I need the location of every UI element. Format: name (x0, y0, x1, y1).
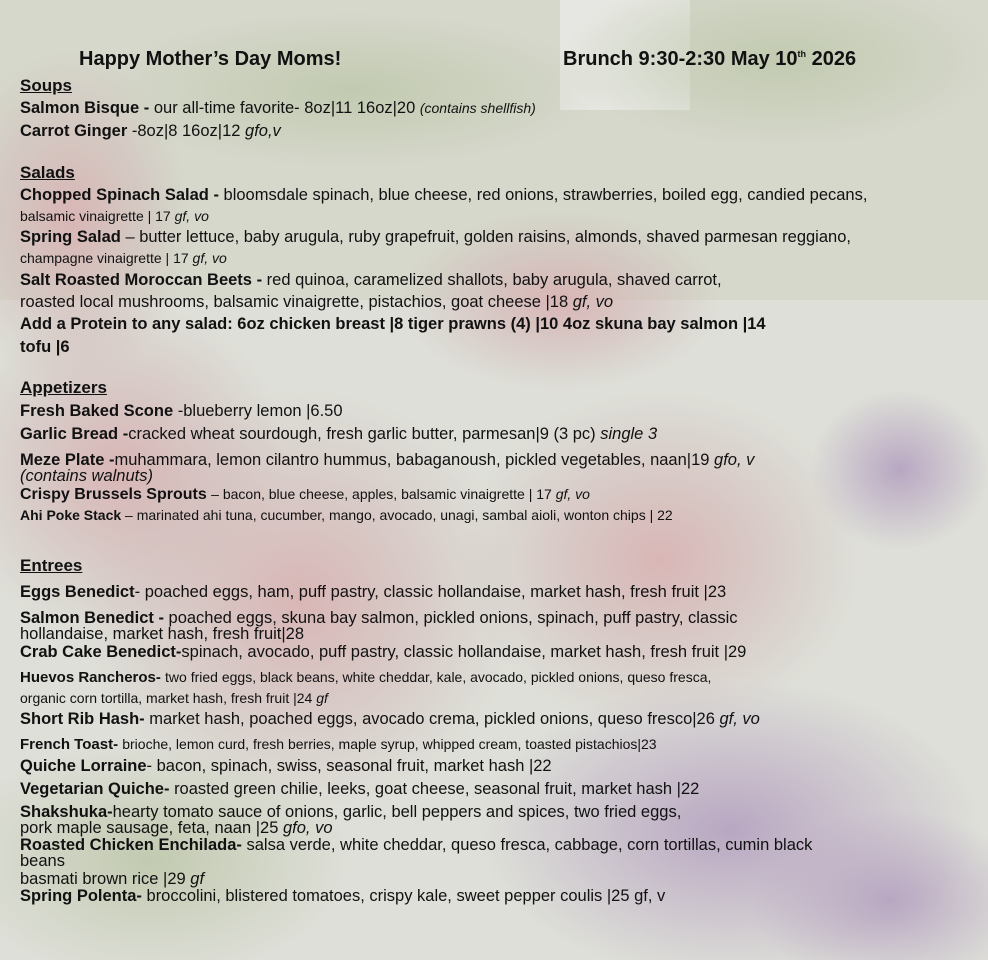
menu-item: Chopped Spinach Salad - bloomsdale spinach, blue cheese, red onions, strawberries, boiled egg, candied pecans, (20, 186, 868, 204)
protein-addon-cont: tofu |6 (20, 338, 70, 356)
section-heading-soups: Soups (20, 76, 72, 95)
menu-title: Happy Mother’s Day Moms! (79, 48, 342, 70)
menu-item: Shakshuka-hearty tomato sauce of onions, garlic, bell peppers and spices, two fried eggs, (20, 803, 682, 821)
menu-item: Roasted Chicken Enchilada- salsa verde, white cheddar, queso fresca, cabbage, corn tortillas, cumin black (20, 836, 813, 854)
menu-item: Salmon Bisque - our all-time favorite- 8oz|11 16oz|20 (contains shellfish) (20, 99, 536, 117)
menu-item: Quiche Lorraine- bacon, spinach, swiss, seasonal fruit, market hash |22 (20, 757, 552, 775)
menu-item-cont: beans (20, 852, 65, 870)
menu-item: Salt Roasted Moroccan Beets - red quinoa, caramelized shallots, baby arugula, shaved carrot, (20, 271, 722, 289)
brunch-hours: Brunch 9:30-2:30 May 10th 2026 (563, 48, 857, 70)
menu-item: Crab Cake Benedict-spinach, avocado, puff pastry, classic hollandaise, market hash, fresh fruit |29 (20, 643, 747, 661)
menu-item-cont: pork maple sausage, feta, naan |25 gfo, vo (20, 819, 333, 837)
section-heading-appetizers: Appetizers (20, 378, 107, 397)
menu-item: Short Rib Hash- market hash, poached eggs, avocado crema, pickled onions, queso fresco|26 gf, vo (20, 710, 760, 728)
menu-item: Garlic Bread -cracked wheat sourdough, fresh garlic butter, parmesan|9 (3 pc) single 3 (20, 425, 658, 443)
menu-item-cont: hollandaise, market hash, fresh fruit|28 (20, 625, 305, 643)
menu-item-cont: organic corn tortilla, market hash, fresh fruit |24 gf (20, 690, 328, 706)
menu-item: Ahi Poke Stack – marinated ahi tuna, cucumber, mango, avocado, unagi, sambal aioli, wonton chips | 22 (20, 507, 673, 523)
protein-addon: Add a Protein to any salad: 6oz chicken breast |8 tiger prawns (4) |10 4oz skuna bay salmon |14 (20, 315, 766, 333)
menu-item: French Toast- brioche, lemon curd, fresh berries, maple syrup, whipped cream, toasted pistachios|23 (20, 736, 657, 753)
menu-item: Spring Polenta- broccolini, blistered tomatoes, crispy kale, sweet pepper coulis |25 gf, v (20, 887, 666, 905)
menu-item-cont: champagne vinaigrette | 17 gf, vo (20, 250, 227, 266)
menu-item: Huevos Rancheros- two fried eggs, black beans, white cheddar, kale, avocado, pickled onions, queso fresca, (20, 669, 712, 686)
menu-item-cont: (contains walnuts) (20, 467, 153, 485)
menu-item: Eggs Benedict- poached eggs, ham, puff pastry, classic hollandaise, market hash, fresh fruit |23 (20, 583, 727, 601)
menu-item: Vegetarian Quiche- roasted green chilie, leeks, goat cheese, seasonal fruit, market hash |22 (20, 780, 700, 798)
menu-item: Spring Salad – butter lettuce, baby arugula, ruby grapefruit, golden raisins, almonds, shaved parmesan reggiano, (20, 228, 851, 246)
menu-item: Carrot Ginger -8oz|8 16oz|12 gfo,v (20, 122, 281, 140)
menu-item-cont: roasted local mushrooms, balsamic vinaigrette, pistachios, goat cheese |18 gf, vo (20, 293, 614, 311)
menu-item: Meze Plate -muhammara, lemon cilantro hummus, babaganoush, pickled vegetables, naan|19 gfo, v (20, 451, 755, 469)
menu-item: Crispy Brussels Sprouts – bacon, blue cheese, apples, balsamic vinaigrette | 17 gf, vo (20, 486, 590, 503)
menu-item-cont: balsamic vinaigrette | 17 gf, vo (20, 208, 209, 224)
menu-item: Fresh Baked Scone -blueberry lemon |6.50 (20, 402, 343, 420)
section-heading-entrees: Entrees (20, 556, 83, 575)
section-heading-salads: Salads (20, 163, 75, 182)
menu-item: Salmon Benedict - poached eggs, skuna bay salmon, pickled onions, spinach, puff pastry, classic (20, 609, 738, 627)
menu-item-cont: basmati brown rice |29 gf (20, 870, 205, 888)
